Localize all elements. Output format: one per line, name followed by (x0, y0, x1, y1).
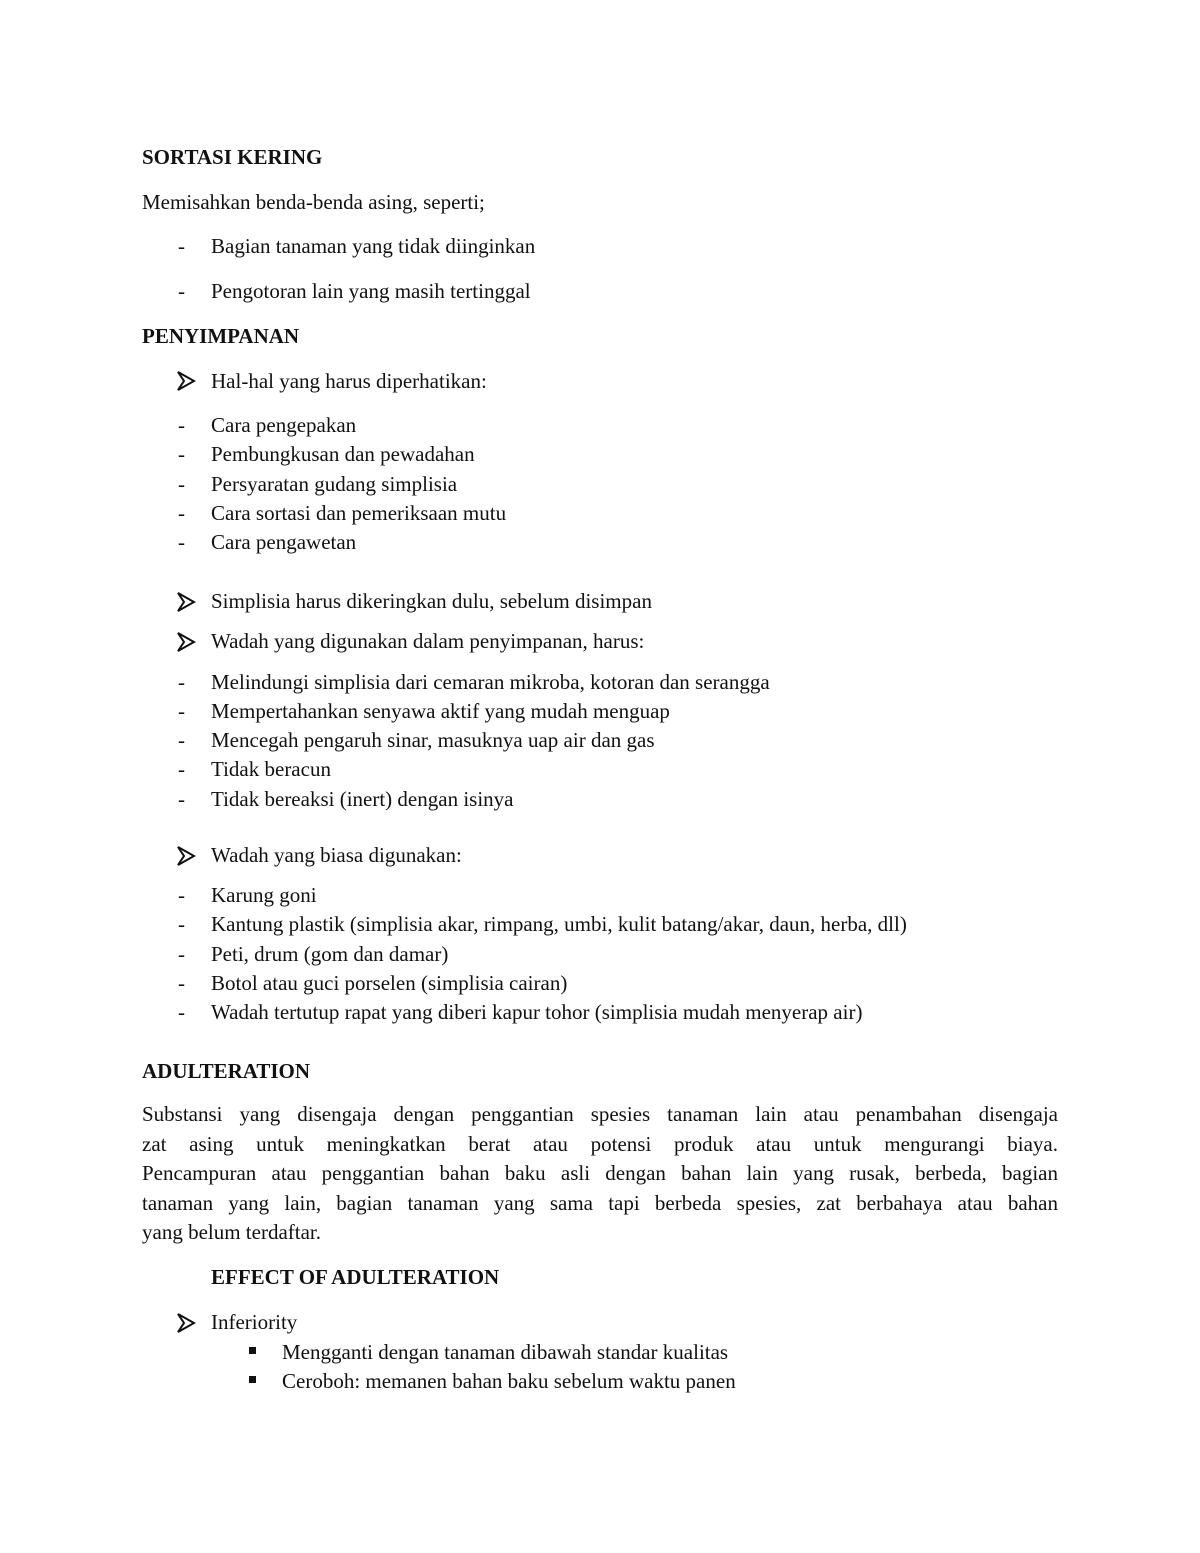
list-item: Kantung plastik (simplisia akar, rimpang, umbi, kulit batang/akar, daun, herba, dll) (211, 912, 907, 936)
paragraph-line: Substansi yang disengaja dengan penggantian spesies tanaman lain atau penambahan disengaja (142, 1102, 1058, 1126)
list-item: Peti, drum (gom dan damar) (211, 942, 449, 966)
sortasi-intro: Memisahkan benda-benda asing, seperti; (142, 190, 485, 214)
sub-list-item: Mengganti dengan tanaman dibawah standar kualitas (282, 1340, 729, 1364)
dash-bullet: - (178, 1000, 185, 1024)
arrow-bullet-icon (176, 370, 196, 392)
list-item: Tidak bereaksi (inert) dengan isinya (211, 787, 514, 811)
dash-bullet: - (178, 234, 185, 258)
list-item: Mencegah pengaruh sinar, masuknya uap air dan gas (211, 728, 655, 752)
list-item: Wadah tertutup rapat yang diberi kapur tohor (simplisia mudah menyerap air) (211, 1000, 863, 1024)
paragraph-line: Pencampuran atau penggantian bahan baku asli dengan bahan lain yang rusak, berbeda, bagian (142, 1161, 1058, 1185)
heading-effect-of-adulteration: EFFECT OF ADULTERATION (211, 1265, 500, 1289)
dash-bullet: - (178, 442, 185, 466)
dash-bullet: - (178, 413, 185, 437)
heading-adulteration: ADULTERATION (142, 1059, 311, 1083)
dash-bullet: - (178, 757, 185, 781)
point-text: Wadah yang biasa digunakan: (211, 843, 462, 867)
list-item: Botol atau guci porselen (simplisia cairan) (211, 971, 568, 995)
list-item: Cara sortasi dan pemeriksaan mutu (211, 501, 507, 525)
list-item: Pembungkusan dan pewadahan (211, 442, 475, 466)
point-text: Simplisia harus dikeringkan dulu, sebelum disimpan (211, 589, 652, 613)
list-item: Karung goni (211, 883, 317, 907)
sub-list-item: Ceroboh: memanen bahan baku sebelum waktu panen (282, 1369, 736, 1393)
dash-bullet: - (178, 787, 185, 811)
adulteration-paragraph (142, 1100, 1058, 1248)
dash-bullet: - (178, 971, 185, 995)
dash-bullet: - (178, 912, 185, 936)
list-item: Melindungi simplisia dari cemaran mikroba, kotoran dan serangga (211, 670, 770, 694)
square-bullet-icon (249, 1347, 256, 1354)
list-item: Cara pengepakan (211, 413, 357, 437)
dash-bullet: - (178, 699, 185, 723)
dash-bullet: - (178, 942, 185, 966)
list-item: Mempertahankan senyawa aktif yang mudah menguap (211, 699, 670, 723)
dash-bullet: - (178, 501, 185, 525)
dash-bullet: - (178, 670, 185, 694)
dash-bullet: - (178, 530, 185, 554)
list-item: Tidak beracun (211, 757, 331, 781)
arrow-bullet-icon (176, 591, 196, 613)
list-item: Persyaratan gudang simplisia (211, 472, 458, 496)
list-item: Bagian tanaman yang tidak diinginkan (211, 234, 536, 258)
arrow-bullet-icon (176, 631, 196, 653)
point-text: Wadah yang digunakan dalam penyimpanan, harus: (211, 629, 645, 653)
paragraph-line: zat asing untuk meningkatkan berat atau potensi produk atau untuk mengurangi biaya. (142, 1131, 1058, 1156)
dash-bullet: - (178, 883, 185, 907)
paragraph-line: tanaman yang lain, bagian tanaman yang sama tapi berbeda spesies, zat berbahaya atau bahan (142, 1190, 1058, 1215)
dash-bullet: - (178, 279, 185, 303)
paragraph-line: yang belum terdaftar. (142, 1220, 322, 1244)
heading-sortasi-kering: SORTASI KERING (142, 145, 323, 169)
list-item: Pengotoran lain yang masih tertinggal (211, 279, 531, 303)
square-bullet-icon (249, 1376, 256, 1383)
point-text: Inferiority (211, 1310, 298, 1334)
list-item: Cara pengawetan (211, 530, 357, 554)
heading-penyimpanan: PENYIMPANAN (142, 324, 300, 348)
arrow-bullet-icon (176, 1312, 196, 1334)
dash-bullet: - (178, 472, 185, 496)
arrow-bullet-icon (176, 845, 196, 867)
point-text: Hal-hal yang harus diperhatikan: (211, 369, 487, 393)
dash-bullet: - (178, 728, 185, 752)
